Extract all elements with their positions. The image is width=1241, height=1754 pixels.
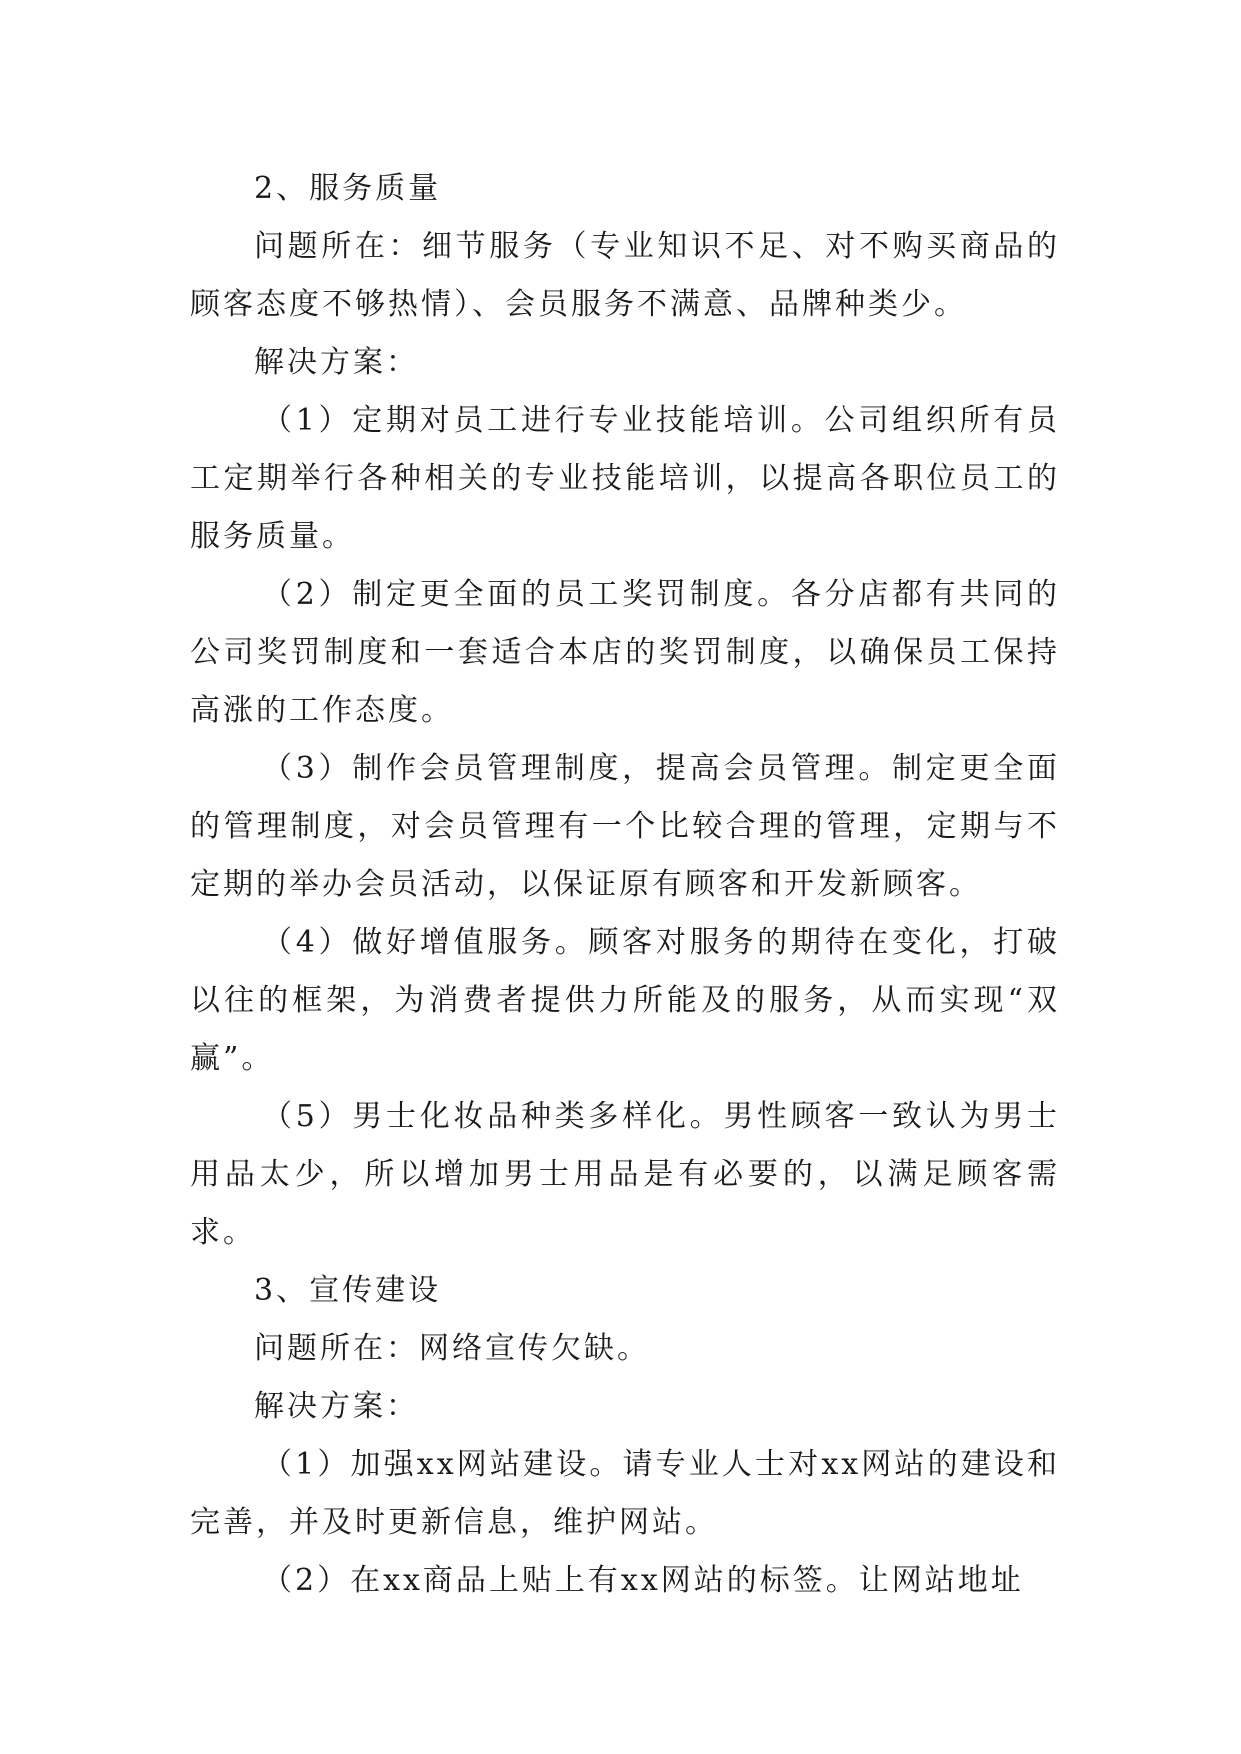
section-heading: 3、宣传建设 (254, 1273, 442, 1308)
section-heading: 2、服务质量 (254, 171, 442, 206)
solution-label: 解决方案： (254, 1389, 419, 1424)
solution-item: （2）在xx商品上贴上有xx网站的标签。让网站地址 (262, 1563, 1024, 1598)
solution-item: （1）加强xx网站建设。请专业人士对xx网站的建设和完善，并及时更新信息，维护网站。 (190, 1447, 1060, 1540)
solution-item: （3）制作会员管理制度，提高会员管理。制定更全面的管理制度，对会员管理有一个比较合理的管理，定期与不定期的举办会员活动，以保证原有顾客和开发新顾客。 (190, 751, 1060, 902)
document-body (190, 160, 1060, 1610)
solution-item: （5）男士化妆品种类多样化。男性顾客一致认为男士用品太少，所以增加男士用品是有必要的，以满足顾客需求。 (190, 1099, 1060, 1250)
solution-label: 解决方案： (254, 345, 419, 380)
problem-paragraph: 问题所在：细节服务（专业知识不足、对不购买商品的顾客态度不够热情）、会员服务不满意、品牌种类少。 (190, 229, 1060, 322)
solution-item: （4）做好增值服务。顾客对服务的期待在变化，打破以往的框架，为消费者提供力所能及的服务，从而实现“双赢”。 (190, 925, 1060, 1076)
solution-item: （1）定期对员工进行专业技能培训。公司组织所有员工定期举行各种相关的专业技能培训，以提高各职位员工的服务质量。 (190, 403, 1060, 554)
problem-paragraph: 问题所在：网络宣传欠缺。 (254, 1331, 650, 1366)
solution-item: （2）制定更全面的员工奖罚制度。各分店都有共同的公司奖罚制度和一套适合本店的奖罚制度，以确保员工保持高涨的工作态度。 (190, 577, 1060, 728)
